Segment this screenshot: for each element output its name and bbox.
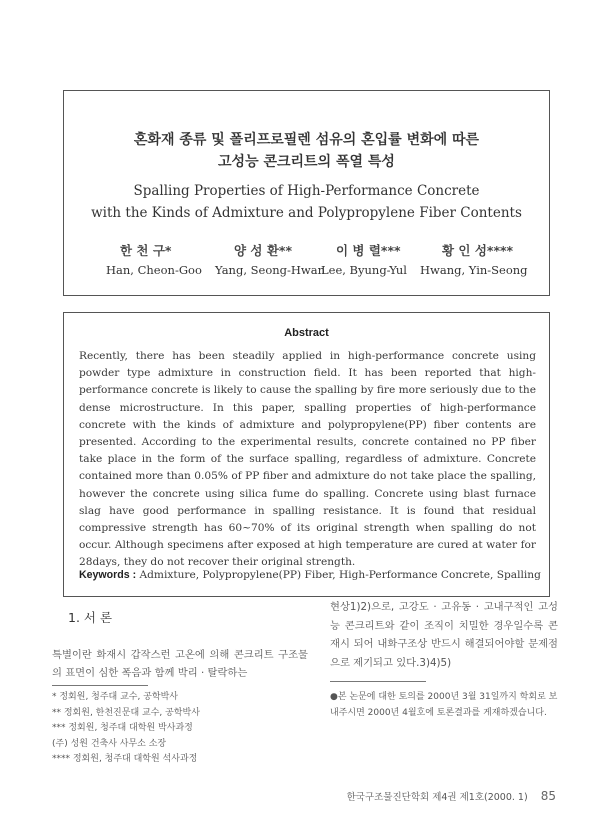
footnote-1: * 정회원, 청주대 교수, 공학박사 [52,692,178,702]
footnote-rule [52,685,148,686]
abstract-box [63,312,550,597]
author-kr-2: 양 성 환** [234,243,293,258]
korean-title-line-2: 고성능 콘크리트의 폭열 특성 [218,154,395,170]
english-title-line-2: with the Kinds of Admixture and Polypropylene Fiber Contents [91,205,522,221]
footnote-3: *** 정회원, 청주대 대학원 박사과정 [52,723,193,733]
author-kr-3: 이 병 렬*** [336,243,401,258]
journal-citation: 한국구조물진단학회 제4권 제1호(2000. 1) [346,792,528,803]
discussion-note: ●본 논문에 대한 토의를 2000년 3월 31일까지 학회로 보내주시면 2000년 4월호에 토론결과를 게재하겠습니다. [330,692,558,718]
section-heading-introduction: 1. 서 론 [68,610,113,625]
abstract-text: Recently, there has been steadily applied in high-performance concrete using powder type admixture in construction field. It has been reported that high-performance concrete is likely to cause the spalling by fire more seriously due to the dense microstructure. In this paper, spalling properties of high-performance concrete with the kinds of admixture and polypropylene(PP) fiber contents are presented. According to the experimental results, concrete contained no PP fiber take place in the form of the surface spalling, regardless of admixture. Concrete contained more than 0.05% of PP fiber and admixture do not take place the spalling, however the concrete using silica fume do spalling. Concrete using blast furnace slag have good performance in spalling resistance. It is found that residual compressive strength has 60~70% of its original strength when spalling do not occur. Although specimens after exposed at high temperature are cured at water for 28days, they do not recover their original strength. [79,350,536,569]
author-kr-4: 황 인 성**** [442,243,514,258]
author-en-3: Lee, Byung-Yul [321,263,407,277]
author-footnotes [52,690,308,768]
keywords-line [79,569,539,581]
left-column-body: 특별이란 화재시 갑작스런 고온에 의해 콘크리트 구조물의 표면이 심한 폭음과 함께 박리 · 탈락하는 [52,649,308,679]
author-en-2: Yang, Seong-Hwan [215,263,326,277]
korean-title-line-1: 혼화재 종류 및 폴리프로필렌 섬유의 혼입률 변화에 따른 [133,132,480,148]
title-box [63,90,550,296]
footnote-5: **** 정회원, 청주대 대학원 석사과정 [52,754,198,764]
footnote-4: (주) 성원 건축사 사무소 소장 [52,738,167,749]
author-kr-1: 한 천 구* [120,243,172,258]
right-note-rule [330,681,426,682]
author-en-4: Hwang, Yin-Seong [420,263,528,277]
journal-footer [347,789,556,803]
keywords-label: Keywords : [79,569,137,581]
author-en-1: Han, Cheon-Goo [106,263,202,277]
page-number: 85 [540,789,556,803]
english-title-line-1: Spalling Properties of High-Performance Concrete [133,183,480,199]
footnote-2: ** 정회원, 한천진문대 교수, 공학박사 [52,707,200,718]
keywords-text: Admixture, Polypropylene(PP) Fiber, High-Performance Concrete, Spalling [139,569,541,581]
right-column-body: 현상1)2)으로, 고강도 · 고유동 · 고내구적인 고성능 콘크리트와 같이 조직이 치밀한 경우일수록 콘재시 되어 내화구조상 반드시 해결되어야할 문제점으로 제기되고 있다.3)4)5) [330,601,558,669]
abstract-heading: Abstract [284,327,329,339]
